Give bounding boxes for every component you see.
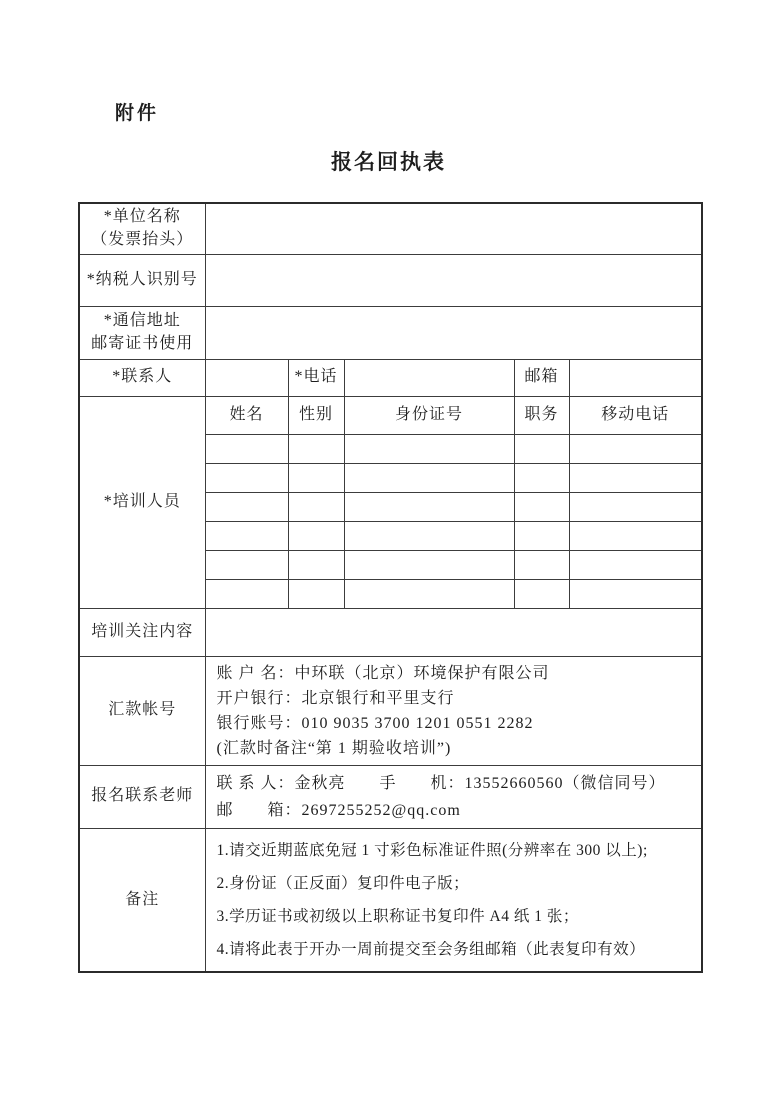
trainee-empty-cell	[514, 521, 569, 550]
trainee-empty-cell	[569, 434, 702, 463]
trainee-empty-cell	[205, 434, 288, 463]
trainee-col-header-gender: 性别	[288, 396, 344, 434]
row-training-focus	[79, 608, 702, 656]
trainees-label-cell: *培训人员	[79, 396, 205, 608]
row-trainee-header	[79, 396, 702, 434]
trainee-col-header-position: 职务	[514, 396, 569, 434]
row-tax-id	[79, 254, 702, 306]
trainee-empty-cell	[344, 521, 514, 550]
remittance-detail-cell	[205, 656, 702, 765]
attachment-label: 附件	[115, 103, 160, 124]
trainee-empty-cell	[344, 550, 514, 579]
trainee-empty-cell	[288, 434, 344, 463]
tax-id-value-cell	[205, 254, 702, 306]
address-value-cell	[205, 306, 702, 359]
remittance-account-name-line: 账 户 名：中环联（北京）环境保护有限公司	[216, 664, 550, 682]
trainee-empty-cell	[288, 521, 344, 550]
trainee-empty-cell	[205, 579, 288, 608]
contact-phone-label-cell: *电话	[288, 359, 344, 396]
trainee-empty-cell	[344, 463, 514, 492]
address-label-line2: 邮寄证书使用	[91, 334, 194, 352]
row-notes	[79, 828, 702, 972]
row-unit-name	[79, 203, 702, 254]
trainee-empty-cell	[288, 463, 344, 492]
trainee-empty-cell	[514, 492, 569, 521]
trainee-empty-cell	[288, 492, 344, 521]
remittance-label-cell: 汇款帐号	[79, 656, 205, 765]
training-focus-value-cell	[205, 608, 702, 656]
contact-email-label-cell: 邮箱	[514, 359, 569, 396]
page-title: 报名回执表	[331, 150, 446, 174]
trainee-empty-cell	[344, 434, 514, 463]
trainee-empty-cell	[205, 521, 288, 550]
trainee-empty-cell	[514, 463, 569, 492]
teacher-contact-phone-line: 联 系 人：金秋亮 手 机：13552660560（微信同号）	[216, 774, 666, 792]
row-remittance	[79, 656, 702, 765]
note-line-4: 4.请将此表于开办一周前提交至会务组邮箱（此表复印有效）	[216, 940, 646, 958]
trainee-col-header-id-number: 身份证号	[344, 396, 514, 434]
row-address	[79, 306, 702, 359]
notes-detail-cell	[205, 828, 702, 972]
trainee-empty-cell	[205, 463, 288, 492]
trainee-empty-cell	[288, 579, 344, 608]
trainee-empty-cell	[514, 550, 569, 579]
address-label-cell	[79, 306, 205, 359]
contact-email-value-cell	[569, 359, 702, 396]
trainee-col-header-mobile: 移动电话	[569, 396, 702, 434]
teacher-label-cell: 报名联系老师	[79, 765, 205, 828]
unit-name-value-cell	[205, 203, 702, 254]
notes-label-cell: 备注	[79, 828, 205, 972]
contact-value-cell	[205, 359, 288, 396]
trainee-empty-cell	[514, 434, 569, 463]
trainee-empty-cell	[344, 492, 514, 521]
teacher-email-line: 邮 箱：2697255252@qq.com	[216, 801, 461, 819]
address-label-line1: *通信地址	[103, 312, 181, 330]
contact-phone-value-cell	[344, 359, 514, 396]
row-contact	[79, 359, 702, 396]
trainee-empty-cell	[288, 550, 344, 579]
remittance-memo-line: (汇款时备注“第 1 期验收培训”)	[216, 739, 452, 757]
trainee-empty-cell	[514, 579, 569, 608]
trainee-col-header-name: 姓名	[205, 396, 288, 434]
note-line-1: 1.请交近期蓝底免冠 1 寸彩色标准证件照(分辨率在 300 以上);	[216, 841, 648, 859]
trainee-empty-cell	[569, 550, 702, 579]
training-focus-label-cell: 培训关注内容	[79, 608, 205, 656]
remittance-account-number-line: 银行账号：010 9035 3700 1201 0551 2282	[216, 714, 534, 732]
note-line-2: 2.身份证（正反面）复印件电子版；	[216, 874, 470, 892]
teacher-detail-cell	[205, 765, 702, 828]
registration-form-table	[78, 202, 703, 973]
tax-id-label-cell: *纳税人识别号	[79, 254, 205, 306]
trainee-empty-cell	[569, 521, 702, 550]
unit-name-label-line2: （发票抬头）	[91, 230, 194, 248]
trainee-empty-cell	[569, 579, 702, 608]
trainee-empty-cell	[569, 463, 702, 492]
note-line-3: 3.学历证书或初级以上职称证书复印件 A4 纸 1 张；	[216, 907, 579, 925]
trainee-empty-cell	[344, 579, 514, 608]
row-registration-teacher	[79, 765, 702, 828]
trainee-empty-cell	[205, 492, 288, 521]
unit-name-label-line1: *单位名称	[103, 208, 181, 226]
unit-name-label-cell	[79, 203, 205, 254]
contact-label-cell: *联系人	[79, 359, 205, 396]
trainee-empty-cell	[205, 550, 288, 579]
remittance-bank-line: 开户银行：北京银行和平里支行	[216, 689, 455, 707]
trainee-empty-cell	[569, 492, 702, 521]
